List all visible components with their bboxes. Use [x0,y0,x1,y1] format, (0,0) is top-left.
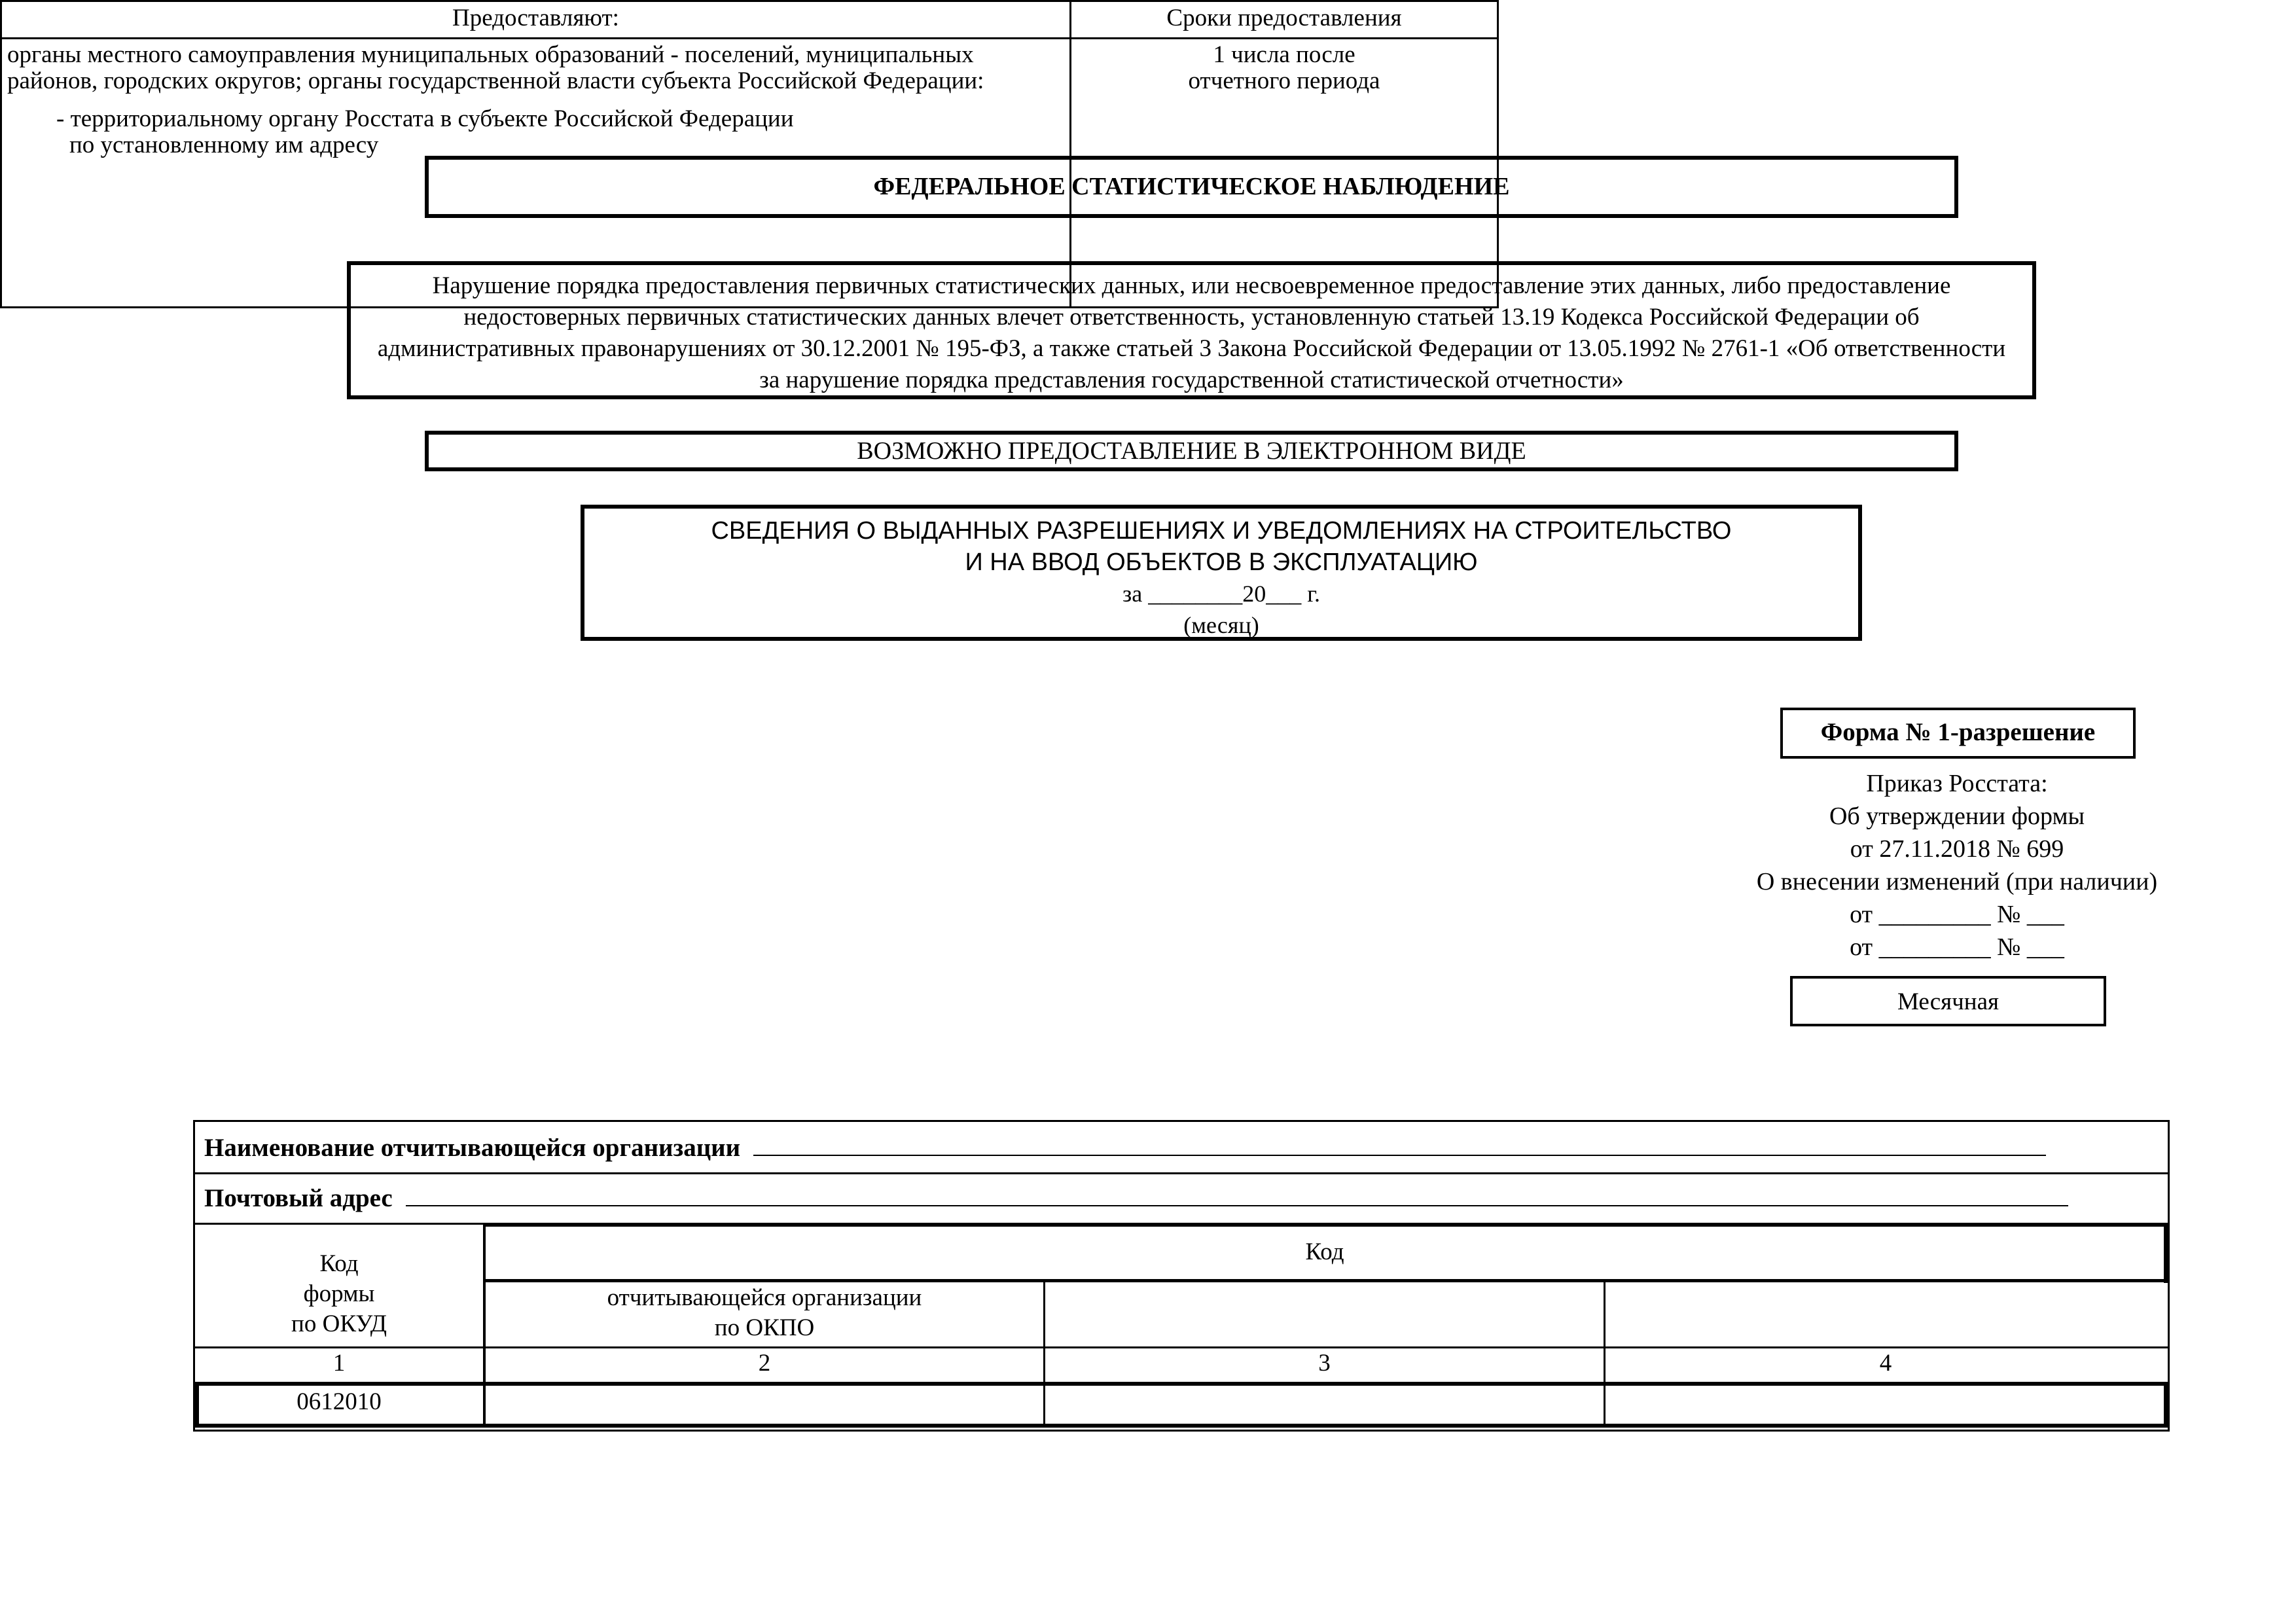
report-title-box [581,505,1862,641]
order-line3: О внесении изменений (при наличии) [1756,868,2158,895]
divider [195,1172,2168,1174]
order-line4[interactable]: от _________ № ___ [1850,901,2064,928]
order-line2: от 27.11.2018 № 699 [1850,835,2064,863]
divider [2164,1223,2168,1283]
postal-address-input[interactable] [406,1183,2068,1206]
code-form-header [195,1249,483,1339]
okpo-line1: отчитывающейся организации [607,1284,922,1311]
okpo-code-input[interactable] [486,1386,1043,1424]
okpo-line2: по ОКПО [714,1314,815,1341]
organization-table [193,1120,2170,1432]
col-number-4: 4 [1879,1350,1892,1377]
liability-warning: Нарушение порядка предоставления первичных статистических данных, или несвоевременное предоставление этих данных, либо предоставление недостоверных первичных статистических данных влечет ответственность, установленную статьей 13.19 Кодекса Российской Федерации об административных правонарушениях от 30.12.2001 № 195-ФЗ, а также статьей 3 Закона Российской Федерации от 13.05.1992 № 2761-1 «Об ответственности за нарушение порядка представления государственной статистической отчетности» [347,261,2036,399]
okpo-header [486,1283,1043,1343]
org-name-label: Наименование отчитывающейся организации [204,1134,741,1162]
order-info [1715,767,2199,964]
report-period-hint: (месяц) [1183,612,1259,638]
code-col4-input[interactable] [1605,1386,2164,1424]
code-header: Код [1305,1238,1344,1265]
providers-col-who: Предоставляют: [1,1,1071,39]
divider [483,1279,2168,1282]
org-name-row [195,1132,2168,1163]
col-number-2: 2 [758,1350,771,1377]
divider [195,1424,2168,1428]
code-col3-input[interactable] [1045,1386,1604,1424]
postal-address-label: Почтовый адрес [204,1184,393,1212]
okud-code-value: 0612010 [296,1388,382,1415]
divider [2164,1382,2168,1428]
order-line1: Об утверждении формы [1829,803,2085,830]
providers-deadline-line2: отчетного периода [1188,67,1380,94]
code-form-line3: по ОКУД [291,1310,387,1337]
report-title-line1: СВЕДЕНИЯ О ВЫДАННЫХ РАЗРЕШЕНИЯХ И УВЕДОМЛЕНИЯХ НА СТРОИТЕЛЬСТВО [711,517,1732,545]
postal-address-row [195,1183,2168,1213]
col-number-1: 1 [332,1350,346,1377]
code-form-line2: формы [303,1280,375,1307]
periodicity-box: Месячная [1790,976,2106,1026]
providers-col-deadline: Сроки предоставления [1071,1,1498,39]
report-title-line2: И НА ВВОД ОБЪЕКТОВ В ЭКСПЛУАТАЦИЮ [965,549,1478,576]
order-title: Приказ Росстата: [1866,770,2048,797]
divider [483,1223,2168,1227]
report-period-line[interactable]: за ________20___ г. [1122,581,1320,607]
code-form-line1: Код [319,1250,359,1277]
order-line5[interactable]: от _________ № ___ [1850,933,2064,961]
providers-who-text: органы местного самоуправления муниципальных образований - поселений, муниципальных районов, городских округов; органы государственной власти субъекта Российской Федерации: [7,41,984,94]
providers-who-item-line2: по установленному им адресу [69,132,379,158]
org-name-input[interactable] [753,1132,2046,1156]
providers-deadline-line1: 1 числа после [1213,41,1355,68]
col-number-3: 3 [1318,1350,1331,1377]
federal-observation-banner: ФЕДЕРАЛЬНОЕ СТАТИСТИЧЕСКОЕ НАБЛЮДЕНИЕ [425,156,1958,218]
electronic-submission-banner: ВОЗМОЖНО ПРЕДОСТАВЛЕНИЕ В ЭЛЕКТРОННОМ ВИДЕ [425,431,1958,471]
providers-who-item-line1: - территориальному органу Росстата в субъекте Российской Федерации [56,105,794,132]
form-number-box: Форма № 1-разрешение [1780,708,2136,759]
